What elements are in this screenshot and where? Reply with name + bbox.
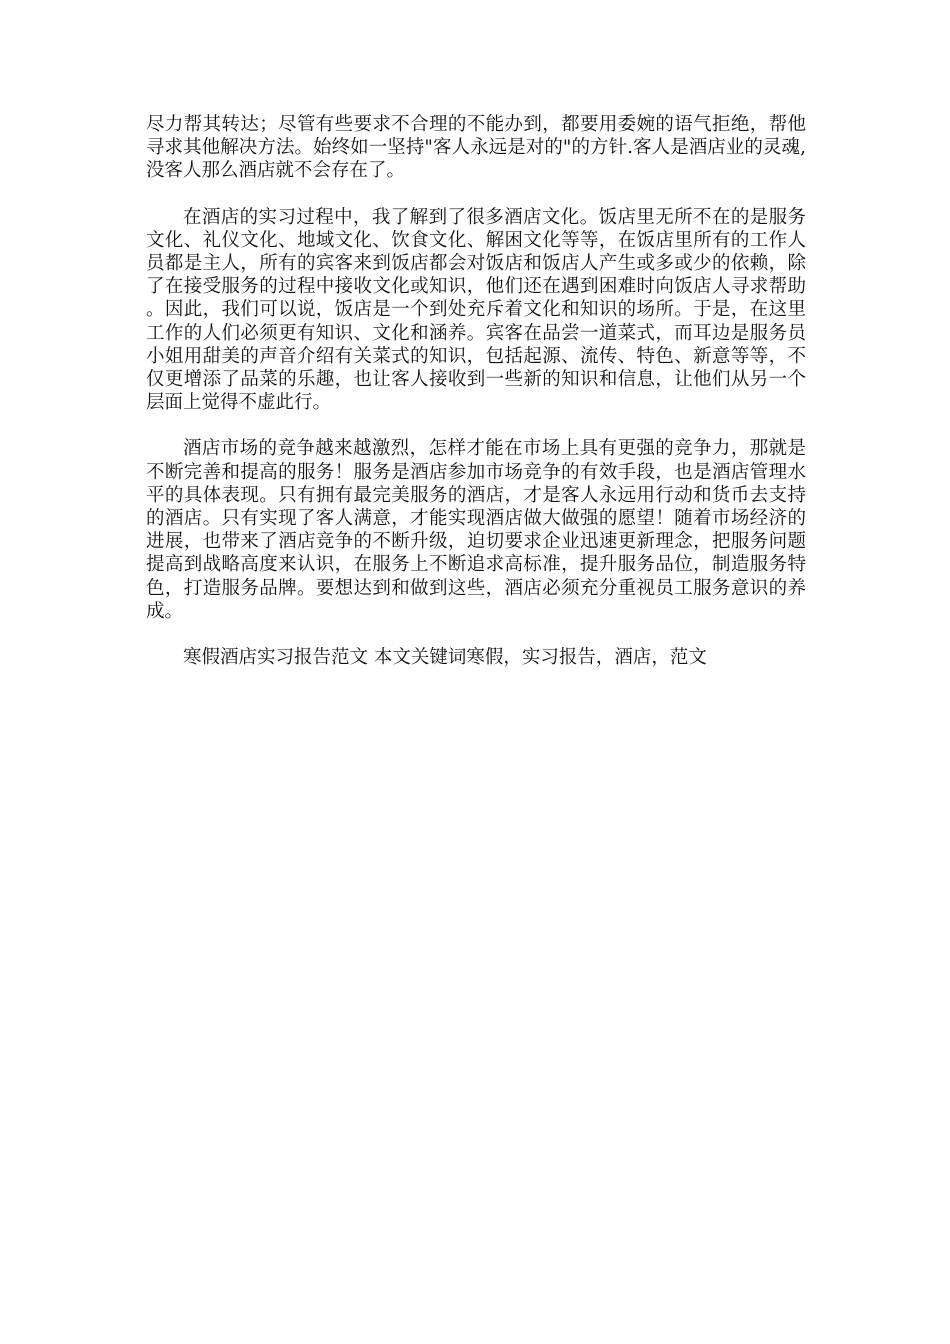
paragraph-keywords: 寒假酒店实习报告范文 本文关键词寒假，实习报告，酒店，范文 [183, 647, 707, 669]
paragraph-continuation: 尽力帮其转达；尽管有些要求不合理的不能办到，都要用委婉的语气拒绝，帮他寻求其他解决方法。始终如一坚持"客人永远是对的"的方针.客人是酒店业的灵魂,没客人那么酒店就不会存在了。 [146, 114, 806, 182]
paragraph-hotel-culture: 在酒店的实习过程中，我了解到了很多酒店文化。饭店里无所不在的是服务文化、礼仪文化、地域文化、饮食文化、解困文化等等，在饭店里所有的工作人员都是主人，所有的宾客来到饭店都会对饭店和饭店人产生或多或少的依赖，除了在接受服务的过程中接收文化或知识，他们还在遇到困难时向饭店人寻求帮助。因此，我们可以说，饭店是一个到处充斥着文化和知识的场所。于是，在这里工作的人们必须更有知识、文化和涵养。宾客在品尝一道菜式，而耳边是服务员小姐用甜美的声音介绍有关菜式的知识，包括起源、流传、特色、新意等等，不仅更增添了品菜的乐趣，也让客人接收到一些新的知识和信息，让他们从另一个层面上觉得不虚此行。 [146, 206, 806, 414]
document-body [146, 113, 806, 692]
paragraph-market-competition: 酒店市场的竞争越来越激烈，怎样才能在市场上具有更强的竞争力，那就是不断完善和提高的服务！服务是酒店参加市场竞争的有效手段，也是酒店管理水平的具体表现。只有拥有最完美服务的酒店，才是客人永远用行动和货币去支持的酒店。只有实现了客人满意，才能实现酒店做大做强的愿望！随着市场经济的进展，也带来了酒店竞争的不断升级，迫切要求企业迅速更新理念，把服务问题提高到战略高度来认识，在服务上不断追求高标准，提升服务品位，制造服务特色，打造服务品牌。要想达到和做到这些，酒店必须充分重视员工服务意识的养成。 [146, 438, 806, 622]
